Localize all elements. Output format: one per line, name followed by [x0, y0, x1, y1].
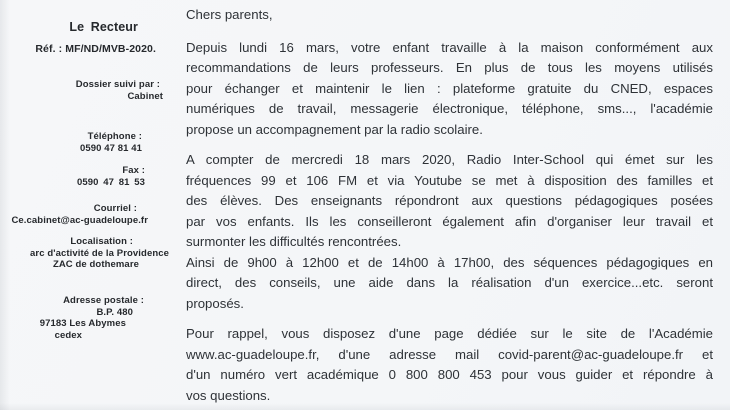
paragraph-1	[186, 38, 713, 141]
text-line: direct, des conseils, une aide dans la réalisation d'un exercice...etc. seront	[186, 275, 713, 290]
sidebar-line: 0590 47 81 41	[79, 142, 142, 154]
text-line: vos questions.	[186, 387, 271, 403]
sidebar-line: Fax :	[122, 165, 145, 176]
sidebar-line: 0590 47 81 53	[76, 176, 145, 188]
salutation: Chers parents,	[186, 7, 273, 22]
sidebar-line: cedex	[54, 329, 82, 341]
sidebar-line: Courriel :	[93, 203, 137, 214]
sidebar-entry-localisation	[0, 236, 172, 271]
text-line: www.ac-guadeloupe.fr, d'une adresse mail covid-parent@ac-guadeloupe.fr et	[186, 346, 713, 362]
sidebar-entry-fax	[0, 165, 172, 188]
sidebar-entry-adresse	[0, 295, 172, 341]
sidebar-line: ZAC de dothemare	[52, 259, 139, 270]
text-line: pour échanger et maintenir le lien : plateforme gratuite du CNED, espaces	[186, 80, 713, 96]
text-line: des élèves. Des enseignants répondront aux questions pédagogiques posées	[186, 193, 713, 208]
sidebar-line: 97183 Les Abymes	[39, 318, 126, 329]
text-line: propose un accompagnement par la radio scolaire.	[186, 121, 483, 137]
paragraph-3	[186, 324, 713, 406]
sidebar-entry-courriel	[0, 203, 172, 226]
text-line: Ainsi de 9h00 à 12h00 et de 14h00 à 17h00, des séquences pédagogiques en	[186, 254, 713, 270]
sidebar-entry-reference	[0, 44, 172, 56]
sidebar-line: arc d'activité de la Providence	[30, 247, 169, 259]
text-line: numériques de travail, messagerie électronique, téléphone, sms..., l'académie	[186, 101, 713, 116]
sidebar-line: Ce.cabinet@ac-guadeloupe.fr	[11, 214, 148, 226]
letter-paragraphs	[186, 38, 713, 407]
text-line: Pour rappel, vous disposez d'une page dédiée sur le site de l'Académie	[186, 326, 713, 341]
text-line: par vos enfants. Ils les conseilleront également afin d'organiser leur travail et	[186, 213, 713, 229]
text-line: recommandations de leurs professeurs. En plus de tous les moyens utilisés	[186, 60, 713, 75]
sidebar-line: Réf. : MF/ND/MVB-2020.	[35, 43, 156, 55]
letterhead-sidebar	[0, 0, 172, 410]
sidebar-entry-recteur	[0, 20, 172, 34]
sidebar-line: Dossier suivi par :	[75, 79, 160, 90]
sidebar-line: Cabinet	[127, 90, 163, 102]
text-line: A compter de mercredi 18 mars 2020, Radio Inter-School qui émet sur les	[186, 152, 713, 167]
sidebar-line: Téléphone :	[87, 131, 142, 142]
text-line: Depuis lundi 16 mars, votre enfant travaille à la maison conformément aux	[186, 39, 713, 55]
sidebar-entry-dossier	[0, 79, 172, 102]
sidebar-line: B.P. 480	[96, 306, 133, 318]
sidebar-line: Le Recteur	[69, 20, 138, 34]
text-line: d'un numéro vert académique 0 800 800 453 pour vous guider et répondre à	[186, 367, 713, 382]
text-line: fréquences 99 et 106 FM et via Youtube se met à disposition des familles et	[186, 172, 713, 188]
paragraph-2	[186, 150, 713, 314]
sidebar-line: Localisation :	[70, 236, 133, 247]
sidebar-line: Adresse postale :	[63, 295, 144, 306]
sidebar-entry-telephone	[0, 131, 172, 154]
text-line: proposés.	[186, 295, 244, 311]
letter-body	[186, 0, 713, 406]
text-line: surmonter les difficultés rencontrées.	[186, 234, 402, 249]
